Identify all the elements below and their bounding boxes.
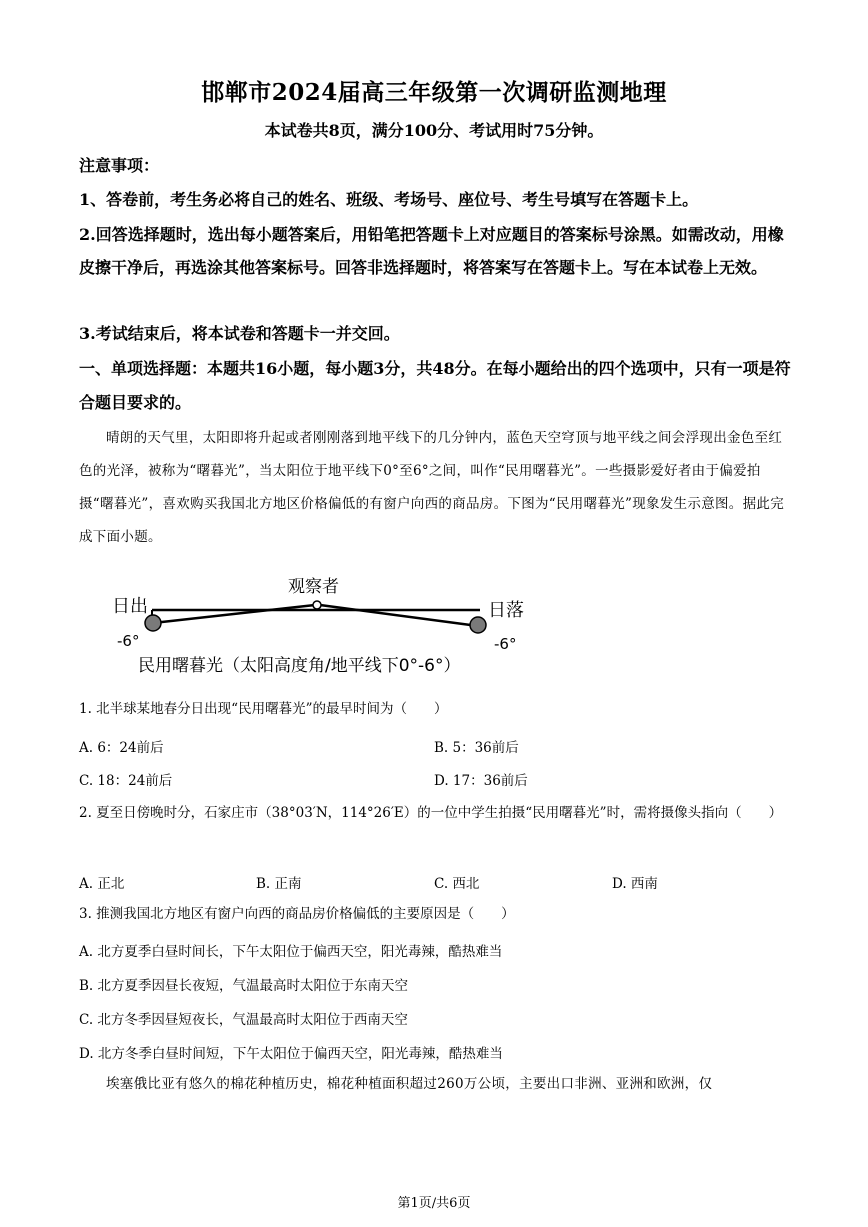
exam-info: 本试卷共8页，满分100分、考试用时75分钟。 [264,121,604,140]
sunrise-label: 日出 [112,596,148,617]
observer-label: 观察者 [288,577,339,597]
question-3-option-c: C. 北方冬季因昼短夜长，气温最高时太阳位于西南天空 [79,1012,408,1028]
civil-twilight-diagram [0,568,868,688]
question-2-option-d: D. 西南 [612,876,658,892]
question-1-stem: 1. 北半球某地春分日出现“民用曙暮光”的最早时间为（ ） [79,701,448,717]
question-3-option-b: B. 北方夏季因昼长夜短，气温最高时太阳位于东南天空 [79,978,409,994]
notice-item-1: 1、答卷前，考生务必将自己的姓名、班级、考场号、座位号、考生号填写在答题卡上。 [79,190,699,209]
notice-heading: 注意事项： [79,156,160,175]
diagram-caption: 民用曙暮光（太阳高度角/地平线下0°-6°） [138,656,461,676]
sunset-label: 日落 [488,600,524,621]
question-1-option-d: D. 17：36前后 [434,773,528,789]
page-title: 邯郸市2024届高三年级第一次调研监测地理 [201,79,667,106]
question-1-option-a: A. 6：24前后 [79,740,164,756]
notice-item-2: 2.回答选择题时，选出每小题答案后，用铅笔把答题卡上对应题目的答案标号涂黑。如需改动，用橡皮擦干净后，再选涂其他答案标号。回答非选择题时，将答案写在答题卡上。写在本试卷上无效。 [79,225,784,277]
sunset-sun-icon [470,617,486,633]
page-number: 第1页/共6页 [397,1196,471,1211]
question-3-option-a: A. 北方夏季白昼时间长，下午太阳位于偏西天空，阳光毒辣，酷热难当 [79,944,503,960]
question-2-option-c: C. 西北 [434,876,480,892]
sunrise-sun-icon [145,615,161,631]
question-1-option-c: C. 18：24前后 [79,773,173,789]
observer-point [313,601,321,609]
notice-item-3: 3.考试结束后，将本试卷和答题卡一并交回。 [79,324,400,343]
question-1-option-b: B. 5：36前后 [434,740,519,756]
right-sight-line [320,605,478,626]
right-angle-label: -6° [494,635,517,653]
section-heading: 一、单项选择题：本题共16小题，每小题3分，共48分。在每小题给出的四个选项中，只有一项是符合题目要求的。 [79,359,791,412]
question-2-option-a: A. 正北 [79,876,125,892]
left-angle-label: -6° [117,632,140,650]
question-2-option-b: B. 正南 [256,876,302,892]
reading-passage-2: 埃塞俄比亚有悠久的棉花种植历史，棉花种植面积超过260万公顷，主要出口非洲、亚洲和欧洲，仅 [106,1076,713,1092]
question-3-stem: 3. 推测我国北方地区有窗户向西的商品房价格偏低的主要原因是（ ） [79,906,515,922]
left-sight-line [153,605,315,623]
question-2-stem: 2. 夏至日傍晚时分，石家庄市（38°03′N，114°26′E）的一位中学生拍摄“民用曙暮光”时，需将摄像头指向（ ） [79,805,783,821]
reading-passage-1: 晴朗的天气里，太阳即将升起或者刚刚落到地平线下的几分钟内，蓝色天空穹顶与地平线之间会浮现出金色至红色的光泽，被称为“曙暮光”，当太阳位于地平线下0°至6°之间，叫作“民用曙暮光”。一些摄影爱好者由于偏爱拍摄“曙暮光”，喜欢购买我国北方地区价格偏低的有窗户向西的商品房。下图为“民用曙暮光”现象发生示意图。据此完成下面小题。 [79,430,785,545]
question-3-option-d: D. 北方冬季白昼时间短，下午太阳位于偏西天空，阳光毒辣，酷热难当 [79,1046,503,1062]
